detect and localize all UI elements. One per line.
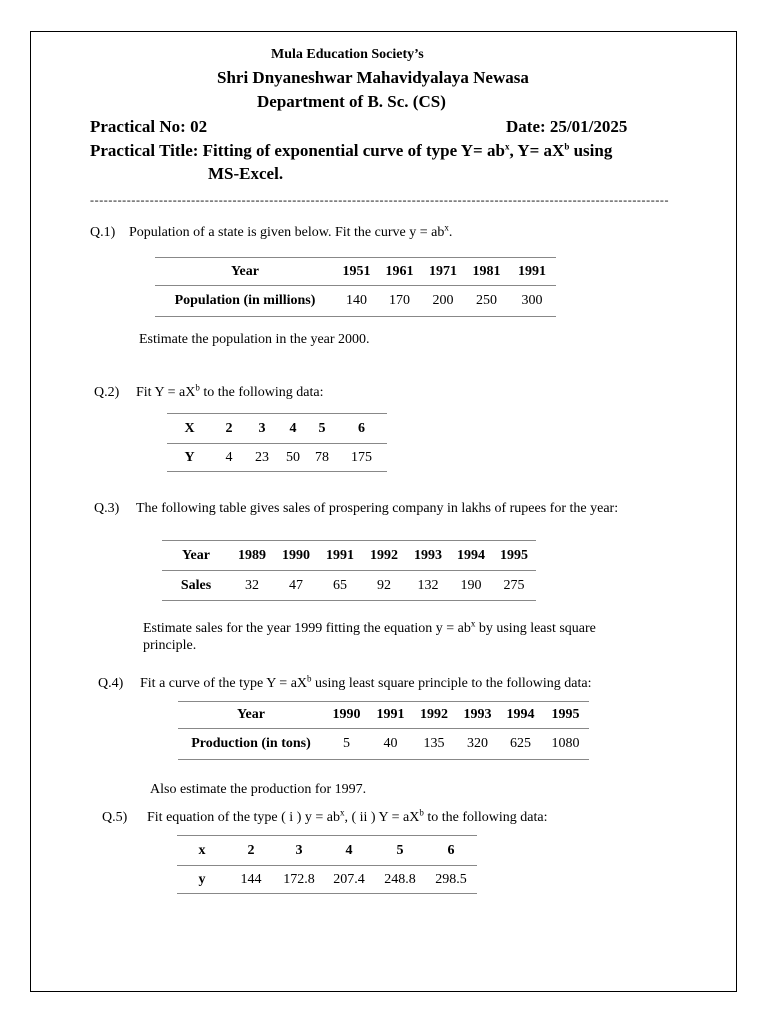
practical-number: Practical No: 02 (90, 117, 208, 136)
q4-row2-cell: 625 (499, 729, 542, 760)
q5-row1-cell: 6 (425, 836, 477, 866)
q2-row2-label: Y (167, 444, 212, 472)
college-name: Shri Dnyaneshwar Mahavidyalaya Newasa (217, 68, 529, 87)
q3-row2-cell: 47 (274, 571, 318, 601)
q4-row1-label: Year (178, 702, 324, 729)
q3-row1-cell: 1993 (406, 541, 450, 571)
q3-row1-label: Year (162, 541, 230, 571)
q2-row1-cell: 3 (246, 414, 278, 444)
q2-row2-cell: 78 (308, 444, 336, 472)
q1-row1-cell: 1991 (508, 258, 556, 286)
q4-row2-label: Production (in tons) (178, 729, 324, 760)
q2-row2-cell: 23 (246, 444, 278, 472)
q2-row1-cell: 4 (278, 414, 308, 444)
q4-table (178, 701, 589, 760)
q4-row2-cell: 1080 (542, 729, 589, 760)
q5-row2-cell: 172.8 (275, 866, 323, 894)
q1-row2-label: Population (in millions) (155, 286, 335, 317)
q3-row1-cell: 1995 (492, 541, 536, 571)
q4-row1-cell: 1994 (499, 702, 542, 729)
q4-row2-cell: 40 (369, 729, 412, 760)
q4-row2-cell: 320 (456, 729, 499, 760)
q2-row1-cell: 2 (212, 414, 246, 444)
q4-row1-cell: 1991 (369, 702, 412, 729)
q3-note-line2: principle. (143, 638, 197, 653)
q3-row2-cell: 32 (230, 571, 274, 601)
q1-note: Estimate the population in the year 2000. (139, 332, 370, 347)
q3-row2-cell: 92 (362, 571, 406, 601)
q2-text: Fit $Y = aX^b$ to the following data: (136, 382, 324, 400)
q3-text: The following table gives sales of prospering company in lakhs of rupees for the year: (136, 501, 619, 516)
q1-row1-cell: 1961 (378, 258, 421, 286)
practical-title-line2: MS-Excel. (208, 164, 284, 183)
q3-row2-cell: 275 (492, 571, 536, 601)
q4-text: Fit a curve of the type $Y = aX^b$ using least square principle to the following data: (140, 673, 592, 691)
q1-row1-label: Year (155, 258, 335, 286)
q1-row2-cell: 300 (508, 286, 556, 317)
q1-table (155, 257, 556, 317)
q3-row1-cell: 1990 (274, 541, 318, 571)
q5-number: Q.5) (102, 810, 128, 825)
q2-number: Q.2) (94, 385, 120, 400)
q1-number: Q.1) (90, 225, 116, 240)
society-name: Mula Education Society’s (271, 47, 424, 62)
q5-row2-cell: 248.8 (375, 866, 425, 894)
q5-table (177, 835, 477, 894)
q4-row1-cell: 1990 (324, 702, 369, 729)
q3-row2-label: Sales (162, 571, 230, 601)
q5-row1-cell: 5 (375, 836, 425, 866)
q4-row2-cell: 135 (412, 729, 456, 760)
q2-row1-cell: 5 (308, 414, 336, 444)
q4-row1-cell: 1995 (542, 702, 589, 729)
q4-number: Q.4) (98, 676, 124, 691)
q3-row2-cell: 132 (406, 571, 450, 601)
q4-row2-cell: 5 (324, 729, 369, 760)
q4-row1-cell: 1992 (412, 702, 456, 729)
practical-title: Practical Title: Fitting of exponential curve of type $Y= ab^x$, $Y= aX^b$ using (90, 141, 613, 160)
q3-row1-cell: 1989 (230, 541, 274, 571)
q5-row1-label: x (177, 836, 227, 866)
q3-row1-cell: 1992 (362, 541, 406, 571)
q2-row2-cell: 175 (336, 444, 387, 472)
q5-row1-cell: 2 (227, 836, 275, 866)
q1-row1-cell: 1981 (465, 258, 508, 286)
q1-row2-cell: 140 (335, 286, 378, 317)
q2-row2-cell: 4 (212, 444, 246, 472)
q2-row1-label: X (167, 414, 212, 444)
q5-text: Fit equation of the type ( i ) $y = ab^x$, ( ii ) $Y = aX^b$ to the following data: (147, 807, 548, 825)
q1-row1-cell: 1971 (421, 258, 465, 286)
q2-row1-cell: 6 (336, 414, 387, 444)
q5-row2-cell: 298.5 (425, 866, 477, 894)
practical-date: Date: 25/01/2025 (506, 117, 628, 136)
q1-row1-cell: 1951 (335, 258, 378, 286)
q3-row1-cell: 1994 (450, 541, 492, 571)
q3-row2-cell: 65 (318, 571, 362, 601)
q3-row2-cell: 190 (450, 571, 492, 601)
q3-row1-cell: 1991 (318, 541, 362, 571)
q2-row2-cell: 50 (278, 444, 308, 472)
q3-number: Q.3) (94, 501, 120, 516)
q1-text: Population of a state is given below. Fit the curve $y = ab^x$. (129, 222, 453, 240)
q5-row1-cell: 3 (275, 836, 323, 866)
department-name: Department of B. Sc. (CS) (257, 92, 446, 111)
q4-row1-cell: 1993 (456, 702, 499, 729)
q5-row2-label: y (177, 866, 227, 894)
separator-line: ------------------------------------------------------------------------------------------------------------------------------ (90, 193, 670, 207)
q4-note: Also estimate the production for 1997. (150, 782, 367, 797)
q3-table (162, 540, 536, 601)
q5-row2-cell: 207.4 (323, 866, 375, 894)
q1-row2-cell: 200 (421, 286, 465, 317)
q1-row2-cell: 170 (378, 286, 421, 317)
q2-table (167, 413, 387, 472)
q5-row2-cell: 144 (227, 866, 275, 894)
q1-row2-cell: 250 (465, 286, 508, 317)
q5-row1-cell: 4 (323, 836, 375, 866)
q3-note: Estimate sales for the year 1999 fitting the equation $y = ab^x$ by using least square (143, 618, 596, 636)
